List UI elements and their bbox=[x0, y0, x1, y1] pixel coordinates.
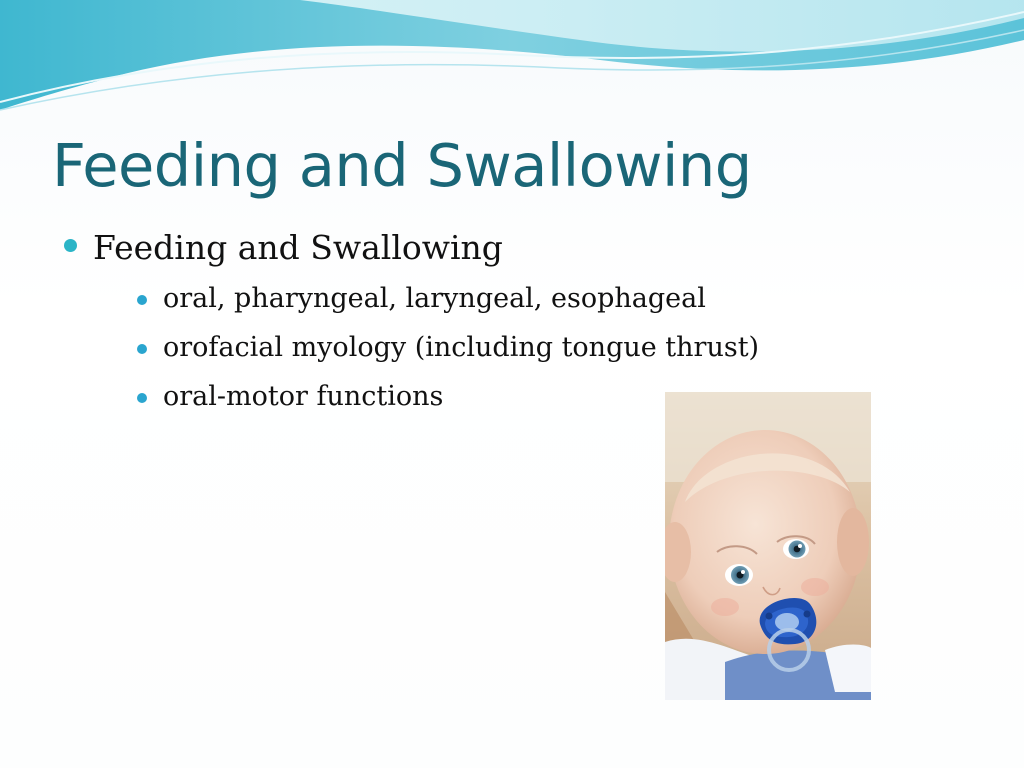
bullet-list bbox=[64, 222, 760, 421]
sub-bullet-list bbox=[93, 274, 760, 421]
sub-bullet-text: oral-motor functions bbox=[163, 381, 444, 412]
header-wave-decoration bbox=[0, 0, 1024, 130]
sub-bullet-item bbox=[93, 274, 706, 323]
sub-bullet-dot-icon bbox=[137, 393, 147, 403]
bullet-dot-icon bbox=[64, 239, 77, 252]
bullet-item bbox=[64, 222, 760, 421]
sub-bullet-item bbox=[93, 372, 664, 421]
slide-title: Feeding and Swallowing bbox=[52, 131, 752, 200]
bullet-text: Feeding and Swallowing bbox=[93, 228, 503, 267]
sub-bullet-dot-icon bbox=[137, 344, 147, 354]
sub-bullet-item bbox=[93, 323, 760, 372]
baby-with-pacifier-photo bbox=[665, 392, 871, 700]
sub-bullet-text: oral, pharyngeal, laryngeal, esophageal bbox=[163, 283, 706, 314]
sub-bullet-text: orofacial myology (including tongue thrust) bbox=[163, 332, 760, 363]
sub-bullet-dot-icon bbox=[137, 295, 147, 305]
